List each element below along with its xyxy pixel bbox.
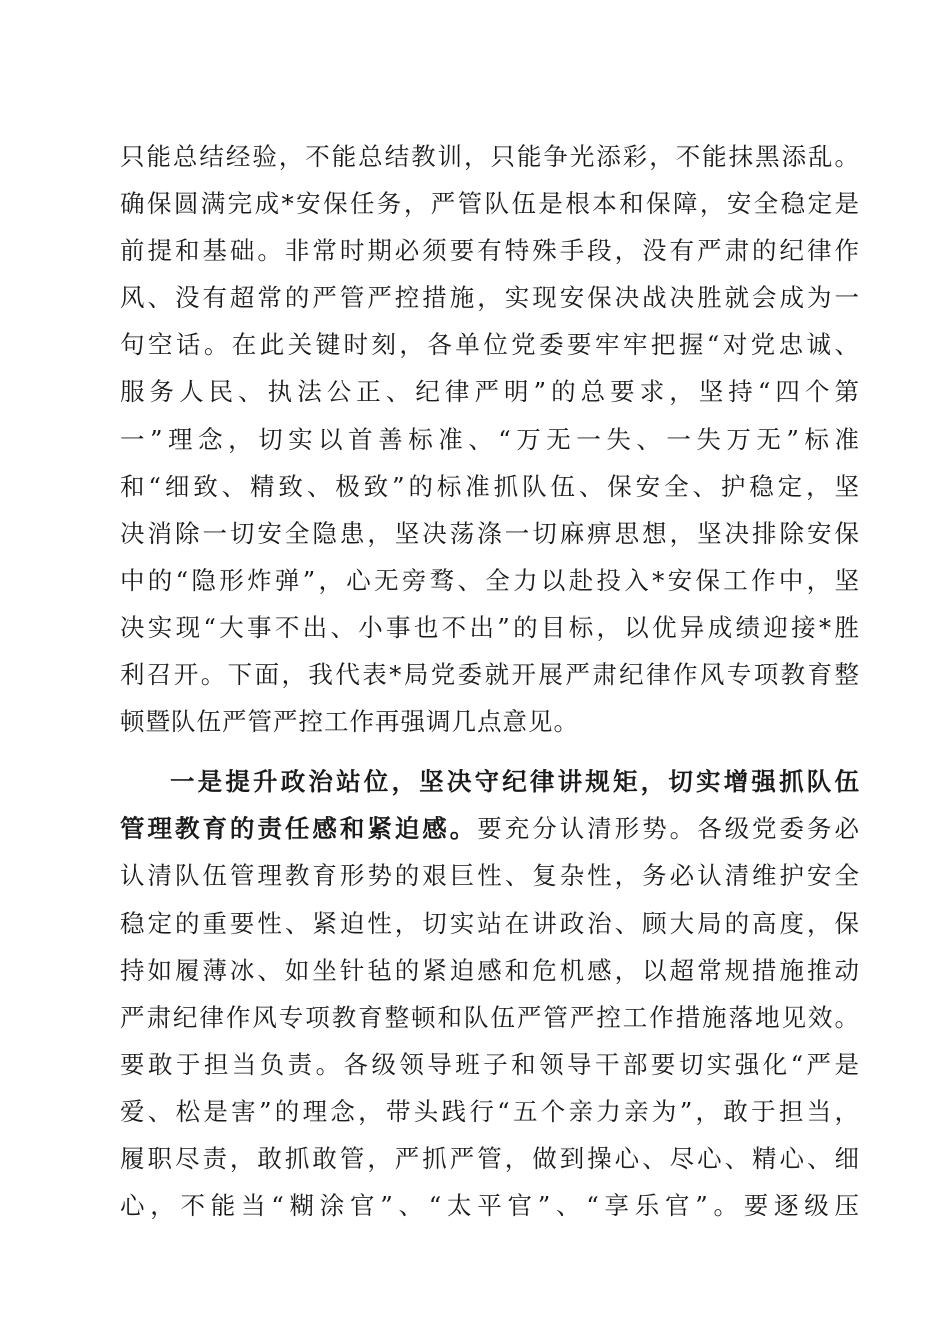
paragraph-gap (120, 745, 860, 758)
paragraph-2 (120, 758, 860, 1229)
section-heading-end: 管理教育的责任感和紧迫感。 (120, 814, 478, 844)
text-line: 要敢于担当负责。各级领导班子和领导干部要切实强化“严是 (120, 1049, 860, 1079)
paragraph-1 (120, 133, 860, 745)
text-line: 持如履薄冰、如坐针毡的紧迫感和危机感，以超常规措施推动 (120, 955, 860, 985)
text-line: 顿暨队伍严管严控工作再强调几点意见。 (120, 707, 579, 737)
text-line: 爱、松是害”的理念，带头践行“五个亲力亲为”，敢于担当， (120, 1096, 860, 1126)
section-text: 要充分认清形势。各级党委务必 (477, 814, 860, 844)
text-line: 只能总结经验，不能总结教训，只能争光添彩，不能抹黑添乱。 (120, 142, 860, 171)
document-body (120, 133, 860, 1229)
text-line: 中的“隐形炸弹”，心无旁骛、全力以赴投入*安保工作中，坚 (120, 565, 860, 595)
section-heading: 一是提升政治站位，坚决守纪律讲规矩，切实增强抓队伍 (170, 767, 860, 797)
text-line: 服务人民、执法公正、纪律严明”的总要求，坚持“四个第 (120, 377, 860, 407)
text-line: 稳定的重要性、紧迫性，切实站在讲政治、顾大局的高度，保 (120, 908, 860, 938)
text-line: 履职尽责，敢抓敢管，严抓严管，做到操心、尽心、精心、细 (120, 1143, 860, 1173)
text-line: 一”理念，切实以首善标准、“万无一失、一失万无”标准 (120, 424, 860, 454)
text-line: 决消除一切安全隐患，坚决荡涤一切麻痹思想，坚决排除安保 (120, 518, 860, 548)
text-line: 决实现“大事不出、小事也不出”的目标，以优异成绩迎接*胜 (120, 612, 860, 642)
text-line: 确保圆满完成*安保任务，严管队伍是根本和保障，安全稳定是 (120, 189, 860, 219)
text-line: 严肃纪律作风专项教育整顿和队伍严管严控工作措施落地见效。 (120, 1002, 860, 1032)
text-line: 和“细致、精致、极致”的标准抓队伍、保安全、护稳定，坚 (120, 471, 860, 501)
text-line: 认清队伍管理教育形势的艰巨性、复杂性，务必认清维护安全 (120, 861, 860, 891)
text-line: 心，不能当“糊涂官”、“太平官”、“享乐官”。要逐级压 (120, 1191, 860, 1221)
text-line: 风、没有超常的严管严控措施，实现安保决战决胜就会成为一 (120, 283, 860, 313)
text-line: 利召开。下面，我代表*局党委就开展严肃纪律作风专项教育整 (120, 660, 860, 690)
text-line: 句空话。在此关键时刻，各单位党委要牢牢把握“对党忠诚、 (120, 330, 860, 360)
text-line (120, 805, 860, 852)
text-line: 前提和基础。非常时期必须要有特殊手段，没有严肃的纪律作 (120, 236, 860, 266)
